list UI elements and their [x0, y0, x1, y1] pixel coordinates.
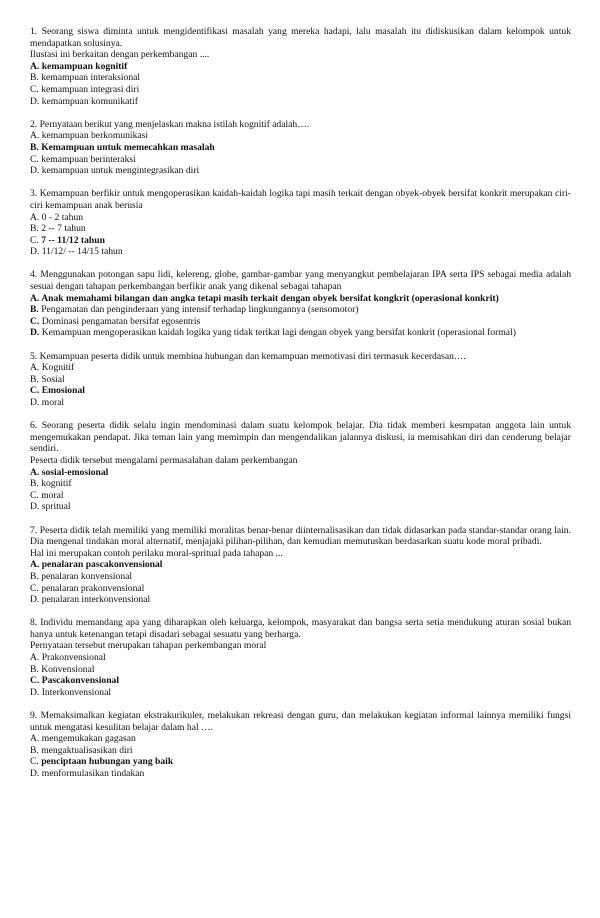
answer-option-d: D. 11/12/ -- 14/15 tahun [30, 246, 123, 258]
answer-option-a: A. mengemukakan gagasan [30, 733, 136, 745]
answer-option-c: C. Emosional [30, 385, 85, 397]
quiz-document [30, 26, 571, 791]
question-3 [30, 188, 571, 258]
answer-option-b: B. Sosial [30, 373, 65, 385]
question-7 [30, 525, 571, 606]
question-stem: 1. Seorang siswa diminta untuk mengidentifikasi masalah yang mereka hadapi, lalu masalah itu didiskusikan dalam kelompok untuk mendapatkan solusinya. [30, 26, 571, 49]
answer-option-b [30, 304, 571, 316]
answer-option-c [30, 316, 571, 328]
answer-option-c: C. Pascakonvensional [30, 675, 120, 687]
answer-option-c: C. kemampuan integrasi diri [30, 83, 140, 95]
option-letter: C. [30, 315, 40, 327]
question-stem: 6. Seorang peserta didik selalu ingin mendominasi dalam suatu kelompok belajar. Dia tidak memberi kesmpatan anggota lain untuk mengemukakan pendapat. Jika teman lain yang memimpin dan mengendalikan jalannya diskusi, ia memisahkan diri dan cenderung belajar sendiri. [30, 420, 571, 455]
answer-option-a: A. 0 - 2 tahun [30, 211, 84, 223]
question-9 [30, 710, 571, 780]
question-8 [30, 617, 571, 698]
option-letter: C. [30, 756, 42, 768]
answer-option-d: D. Interkonvensional [30, 686, 111, 698]
answer-option-c: C. moral [30, 489, 64, 501]
answer-option-a: A. Prakonvensional [30, 652, 106, 664]
question-stem: 3. Kemampuan berfikir untuk mengoperasikan kaidah-kaidah logika tapi masih terkait dengan obyek-obyek bersifat konkrit merupakan ciri-ciri kemampuan anak berusia [30, 188, 571, 211]
option-text: Pengamatan dan penginderaan yang intensif terhadap lingkungannya (sensomotor) [38, 304, 359, 316]
question-5 [30, 351, 571, 409]
answer-option-d: D. kemampuan komunikatif [30, 95, 138, 107]
answer-option-b: B. 2 -- 7 tahun [30, 223, 86, 235]
option-letter: D. [30, 327, 40, 339]
question-4 [30, 269, 571, 339]
option-text: Kemampuan mengoperasikan kaidah logika yang tidak terikat lagi dengan obyek yang bersifat konkrit (operasional formal) [39, 327, 516, 339]
question-stem: 5. Kemampuan peserta didik untuk membina hubungan dan kemampuan memotivasi diri termasuk kecerdasan…. [30, 350, 466, 362]
answer-option-c [30, 756, 571, 768]
option-text: penciptaan hubungan yang baik [41, 756, 174, 768]
option-letter: B. [30, 304, 39, 316]
answer-option-a: A. kemampuan berkomunikasi [30, 130, 149, 142]
answer-option-c [30, 235, 571, 247]
answer-option-c: C. penalaran prakonvensional [30, 582, 145, 594]
question-prompt: Ilustasi ini berkaitan dengan perkembangan .... [30, 49, 210, 61]
question-stem: 9. Memaksimalkan kegiatan ekstrakurikuler, melakukan rekreasi dengan guru, dan melakukan kegiatan informal lainnya memiliki fungsi untuk mengatasi kesulitan belajar dalam hal …. [30, 710, 571, 733]
question-prompt: Pernyataan tersebut merupakan tahapan perkembangan moral [30, 640, 267, 652]
question-stem: 4. Menggunakan potongan sapu lidi, kelereng, globe, gambar-gambar yang menyangkut pembelajaran IPA serta IPS sebagai media adalah sesuai dengan tahapan perkembangan berfikir anak yang dikenal sebagai tahapan [30, 269, 571, 293]
answer-option-d: D. moral [30, 397, 65, 408]
answer-option-c: C. kemampuan berinteraksi [30, 153, 136, 165]
answer-option-a: A. sosial-emosional [30, 466, 109, 478]
question-stem: 8. Individu memandang apa yang diharapkan oleh keluarga, kelompok, masyarakat dan bangsa serta setia mendukung aturan sosial bukan hanya untuk ketenangan tetapi disadari sebagai sesuatu yang berharga. [30, 617, 571, 640]
answer-option-d: D. kemampuan untuk mengintegrasikan diri [30, 165, 200, 177]
question-prompt: Peserta didik tersebut mengalami permasalahan dalam perkembangan [30, 454, 298, 466]
answer-option-a: A. Anak memahami bilangan dan angka tetapi masih terkait dengan obyek bersifat kongkrit (operasional konkrit) [30, 292, 499, 304]
answer-option-a: A. kemampuan kognitif [30, 60, 128, 72]
answer-option-d: D. penalaran interkonvensional [30, 594, 151, 606]
question-6 [30, 420, 571, 513]
option-text: 7 -- 11/12 tahun [41, 234, 105, 246]
answer-option-a: A. Kognitif [30, 362, 75, 374]
answer-option-a: A. penalaran pascakonvensional [30, 559, 163, 571]
option-letter: C. [30, 234, 42, 246]
answer-option-b: B. kognitif [30, 478, 72, 490]
answer-option-d: D. menformulasikan tindakan [30, 768, 145, 779]
answer-option-b: B. Konvensional [30, 663, 95, 675]
answer-option-d [30, 327, 571, 339]
question-prompt: Hal ini merupakan contoh perilaku moral-spritual pada tahapan ... [30, 547, 283, 559]
answer-option-b: B. penalaran konvensional [30, 570, 133, 582]
option-text: Dominasi pengamatan bersifat egosentris [39, 315, 201, 327]
answer-option-d: D. spritual [30, 501, 71, 513]
question-2 [30, 119, 571, 177]
question-1 [30, 26, 571, 107]
answer-option-b: B. mengaktualisasikan diri [30, 744, 133, 756]
question-stem: 7. Peserta didik telah memiliki yang memiliki moralitas benar-benar diinternalisasikan dan tidak didasarkan pada standar-standar orang lain. Dia mengenal tindakan moral alternatif, menjajaki pilihan-pilihan, dan kemudian memutuskan berdasarkan suatu kode moral pribadi. [30, 524, 571, 548]
answer-option-b: B. kemampuan interaksional [30, 72, 141, 84]
answer-option-b: B. Kemampuan untuk memecahkan masalah [30, 141, 215, 153]
question-stem: 2. Pernyataan berikut yang menjelaskan makna istilah kognitif adalah…. [30, 118, 310, 130]
